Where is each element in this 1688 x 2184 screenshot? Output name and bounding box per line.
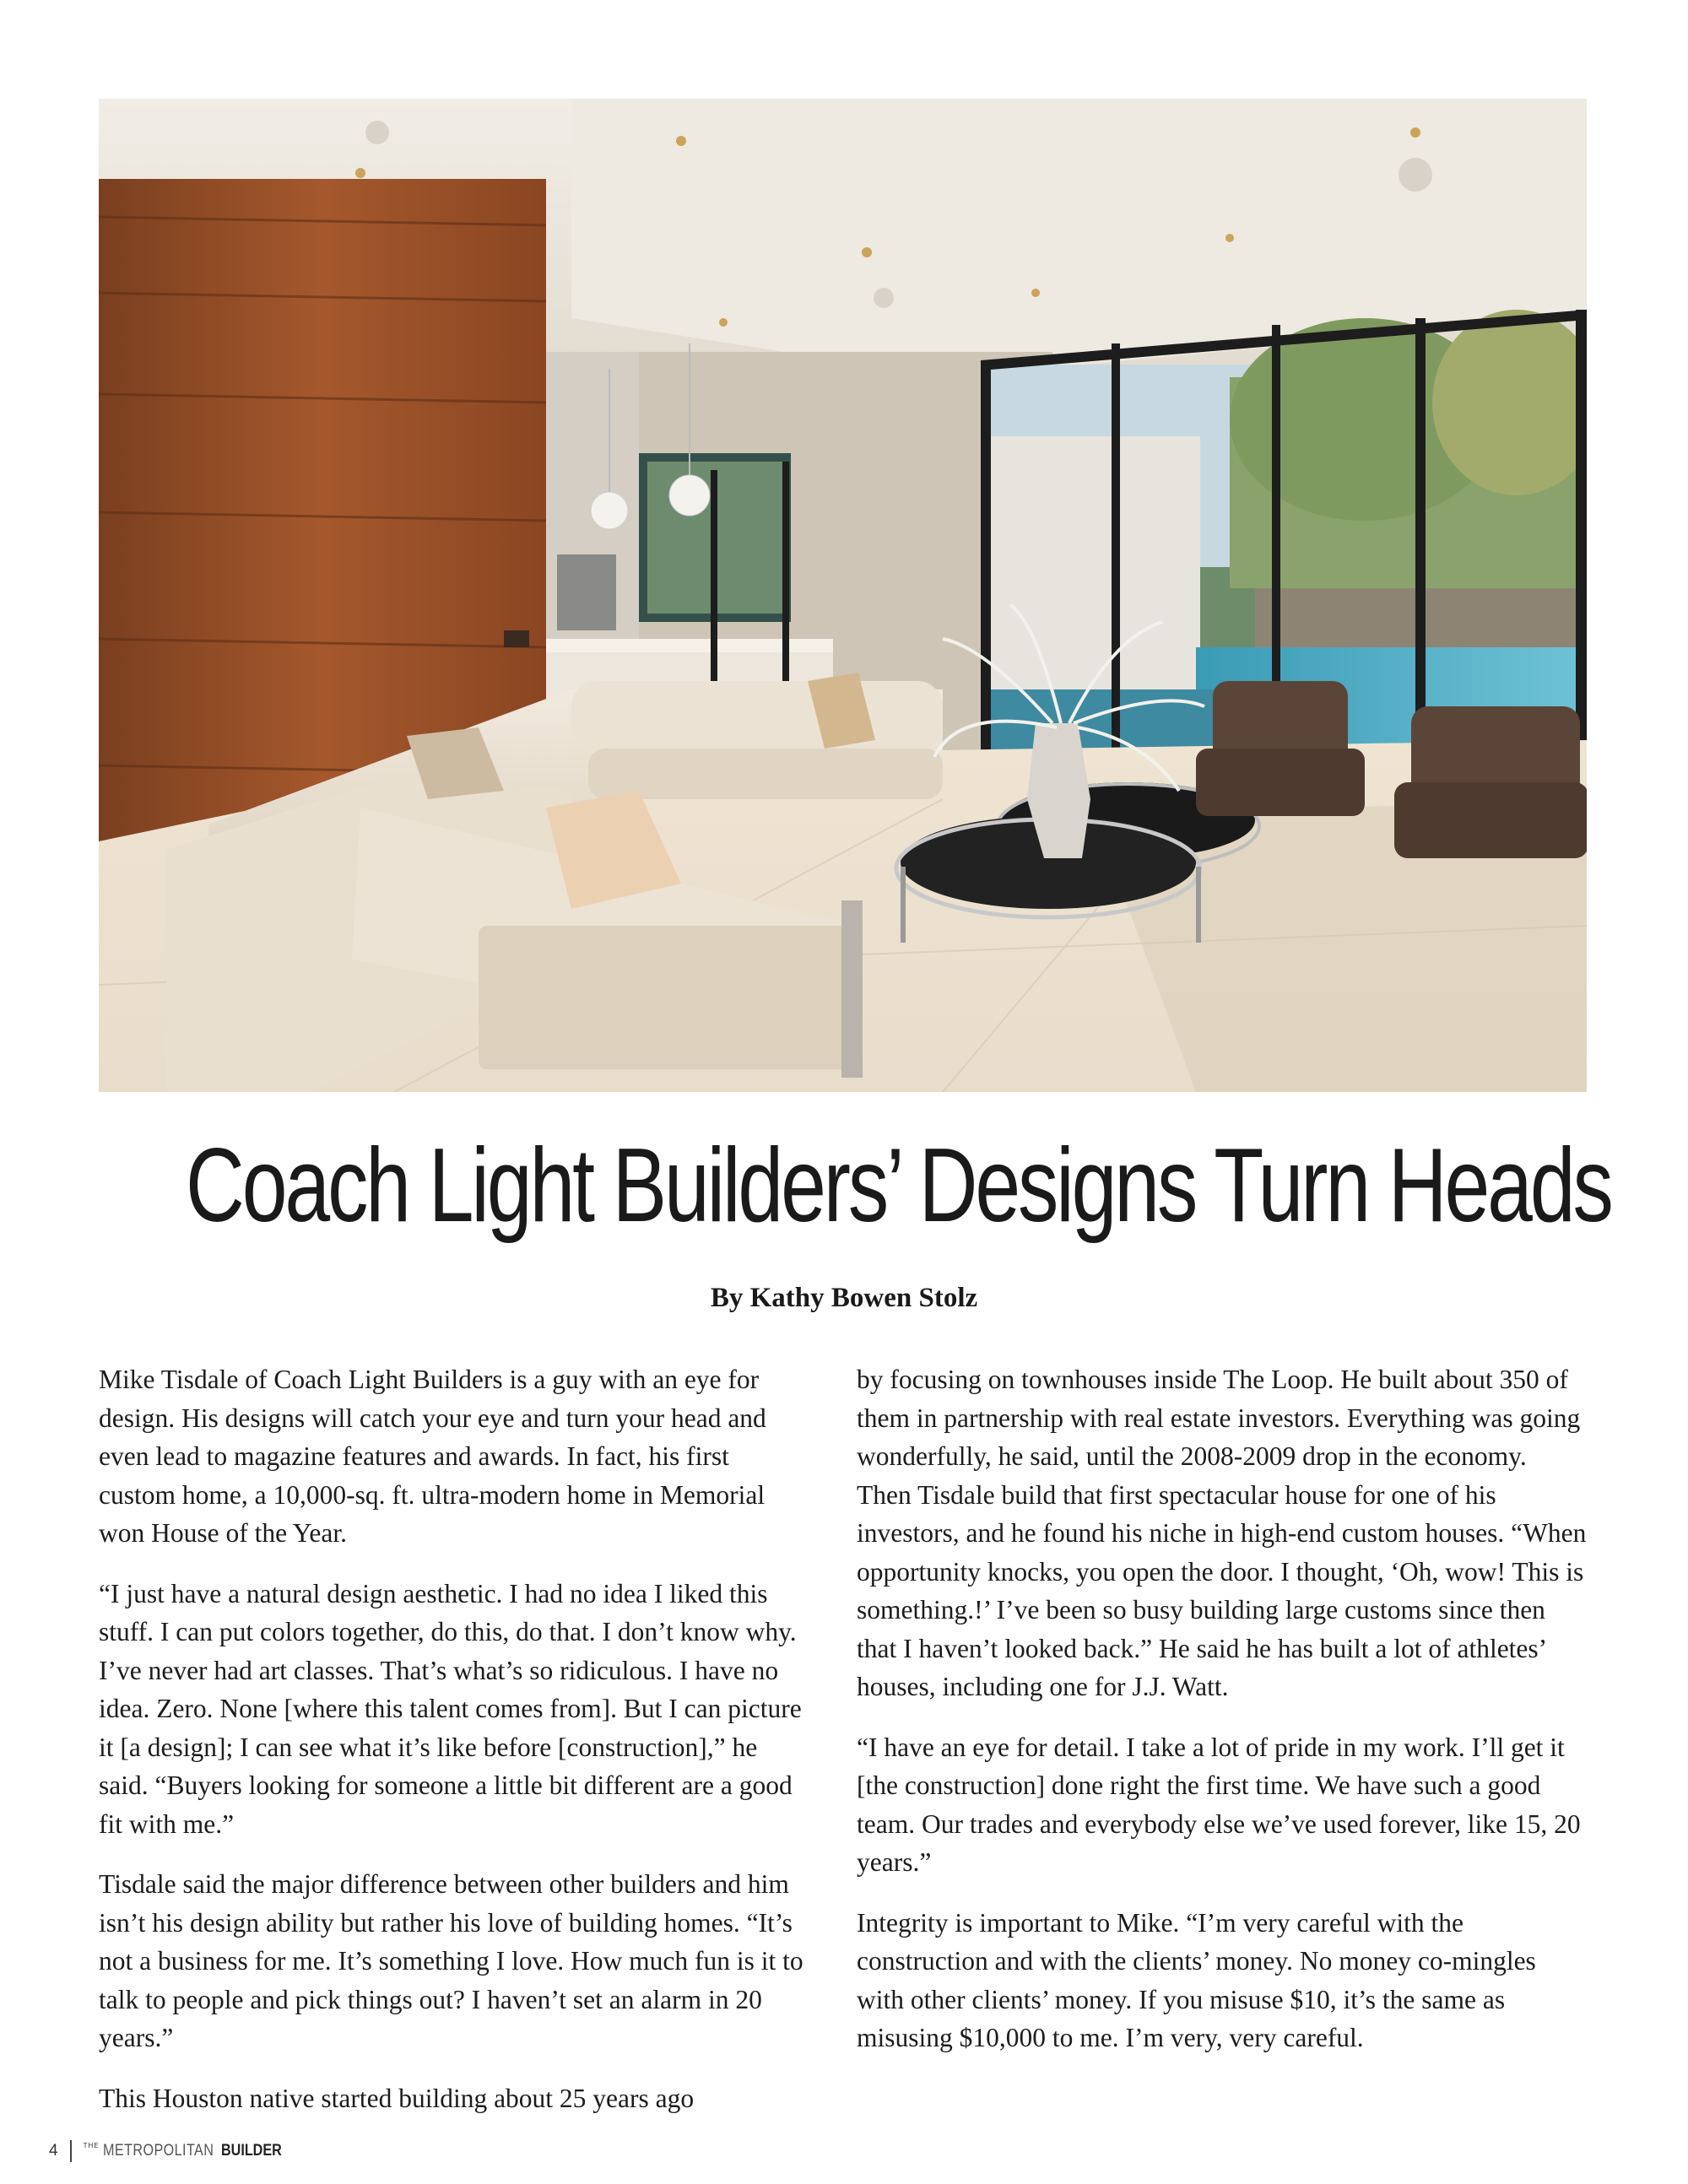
paragraph: “I just have a natural design aesthetic. I had no idea I liked this stuff. I can put colors together, do this, do that. I don’t know why. I’ve never had art classes. That’s what’s so ridiculous. I have no idea. Zero. None [where this talent comes from]. But I can picture it [a design]; I can see what it’s like before [construction],” he said. “Buyers looking for someone a little bit different are a good fit with me.” bbox=[99, 1578, 802, 1839]
right-column bbox=[857, 1360, 1587, 2079]
paragraph: by focusing on townhouses inside The Loop. He built about 350 of them in partnership with real estate investors. Everything was going wonderfully, he said, until the 2008-2009 drop in the economy. Then Tisdale build that first spectacular house for one of his investors, and he found his niche in high-end custom houses. “When opportunity knocks, you open the door. I thought, ‘Oh, wow! This is something.!’ I’ve been so busy building large customs since then that I haven’t looked back.” He said he has built a lot of athletes’ houses, including one for J.J. Watt. bbox=[857, 1365, 1587, 1701]
footer-publication-name-bold: BUILDER bbox=[221, 2142, 282, 2160]
article-headline: Coach Light Builders’ Designs Turn Heads bbox=[186, 1127, 1611, 1244]
footer-divider bbox=[70, 2140, 72, 2162]
left-column bbox=[99, 1360, 812, 2139]
paragraph: “I have an eye for detail. I take a lot of pride in my work. I’ll get it [the construction] done right the first time. We have such a good team. Our trades and everybody else we’ve used forever, like 15, 20 years.” bbox=[857, 1732, 1581, 1877]
page-number: 4 bbox=[49, 2142, 58, 2160]
article-byline: By Kathy Bowen Stolz bbox=[710, 1283, 978, 1313]
paragraph: Integrity is important to Mike. “I’m very careful with the construction and with the clients’ money. No money co-mingles with other clients’ money. If you misuse $10, it’s the same as misusing $10,000 to me. I’m very, very careful. bbox=[857, 1907, 1536, 2052]
footer-publication-name: METROPOLITAN bbox=[102, 2142, 214, 2160]
living-room-illustration bbox=[99, 99, 1587, 1092]
paragraph: This Houston native started building about 25 years ago bbox=[99, 2083, 695, 2113]
paragraph: Mike Tisdale of Coach Light Builders is a guy with an eye for design. His designs will catch your eye and turn your head and even lead to magazine features and awards. In fact, his first custom home, a 10,000-sq. ft. ultra-modern home in Memorial won House of the Year. bbox=[99, 1365, 766, 1548]
footer-the: THE bbox=[83, 2142, 100, 2149]
page-footer bbox=[49, 2138, 293, 2164]
paragraph: Tisdale said the major difference between other builders and him isn’t his design ability but rather his love of building homes. “It’s not a business for me. It’s something I love. How much fun is it to talk to people and pick things out? I haven’t set an alarm in 20 years.” bbox=[99, 1869, 803, 2052]
hero-photo bbox=[99, 99, 1587, 1092]
